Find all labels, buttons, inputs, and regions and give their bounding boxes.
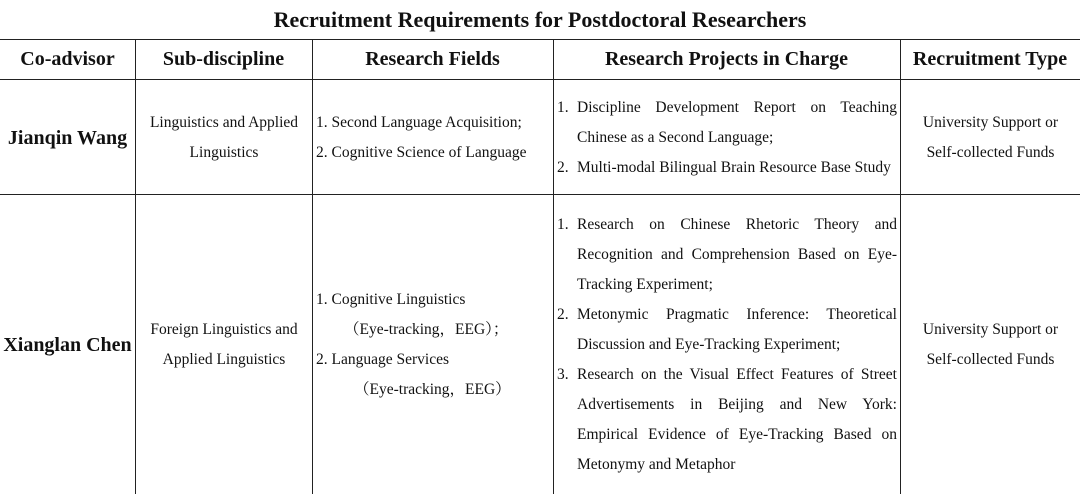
research-field-item: 2. Language Services (316, 350, 449, 368)
advisor-name-text: Jianqin Wang (7, 126, 128, 149)
sub-discipline-line: Foreign Linguistics and (150, 320, 298, 338)
sub-discipline-line: Applied Linguistics (162, 350, 286, 368)
header-sub-discipline: Sub-discipline (135, 40, 312, 80)
research-field-item: 1. Cognitive Linguistics (316, 290, 466, 308)
sub-discipline-cell (136, 81, 312, 194)
recruitment-type-line: University Support or (922, 320, 1059, 338)
project-number: 3. (557, 365, 569, 383)
sub-discipline-line: Linguistics and Applied (149, 113, 299, 131)
project-text: Metonymic Pragmatic Inference: Theoretical Discussion and Eye-Tracking Experiment; (577, 305, 897, 353)
project-item (557, 300, 897, 360)
project-list (557, 210, 897, 480)
project-number: 2. (557, 158, 569, 176)
research-field-item: 1. Second Language Acquisition; (316, 113, 522, 131)
project-item (557, 153, 897, 183)
recruitment-type-line: Self-collected Funds (926, 143, 1055, 161)
project-text: Discipline Development Report on Teaching Chinese as a Second Language; (577, 98, 897, 146)
header-co-advisor: Co-advisor (0, 40, 135, 80)
advisor-name-text: Xianglan Chen (3, 333, 132, 356)
recruitment-type-cell (901, 195, 1080, 494)
header-research-fields: Research Fields (312, 40, 553, 80)
table-title: Recruitment Requirements for Postdoctoral Researchers (0, 0, 1080, 40)
project-item (557, 360, 897, 480)
recruitment-type-line: University Support or (922, 113, 1059, 131)
project-text: Research on the Visual Effect Features of Street Advertisements in Beijing and New York: Empirical Evidence of Eye-Tracking Based on Metonymy and Metaphor (577, 365, 897, 473)
project-list (557, 93, 897, 183)
sub-discipline-cell (136, 195, 312, 494)
sub-discipline-line: Linguistics (189, 143, 259, 161)
header-recruitment-type: Recruitment Type (900, 40, 1080, 80)
research-projects-cell (557, 81, 897, 194)
project-item (557, 93, 897, 153)
header-research-projects: Research Projects in Charge (553, 40, 900, 80)
project-item (557, 210, 897, 300)
research-fields-cell (316, 195, 552, 494)
project-number: 2. (557, 305, 569, 323)
advisor-name (0, 195, 135, 494)
column-divider (312, 40, 313, 494)
column-divider (553, 40, 554, 494)
research-field-detail: （Eye-tracking，EEG） (354, 380, 511, 398)
research-field-detail: （Eye-tracking，EEG）； (344, 320, 509, 338)
recruitment-type-line: Self-collected Funds (926, 350, 1055, 368)
project-number: 1. (557, 98, 569, 116)
research-fields-cell (316, 81, 552, 194)
research-projects-cell (557, 195, 897, 494)
recruitment-type-cell (901, 81, 1080, 194)
project-text: Multi-modal Bilingual Brain Resource Base Study (577, 158, 891, 176)
advisor-name (0, 81, 135, 194)
research-field-item: 2. Cognitive Science of Language (316, 143, 527, 161)
project-text: Research on Chinese Rhetoric Theory and Recognition and Comprehension Based on Eye-Tracking Experiment; (577, 215, 897, 293)
project-number: 1. (557, 215, 569, 233)
